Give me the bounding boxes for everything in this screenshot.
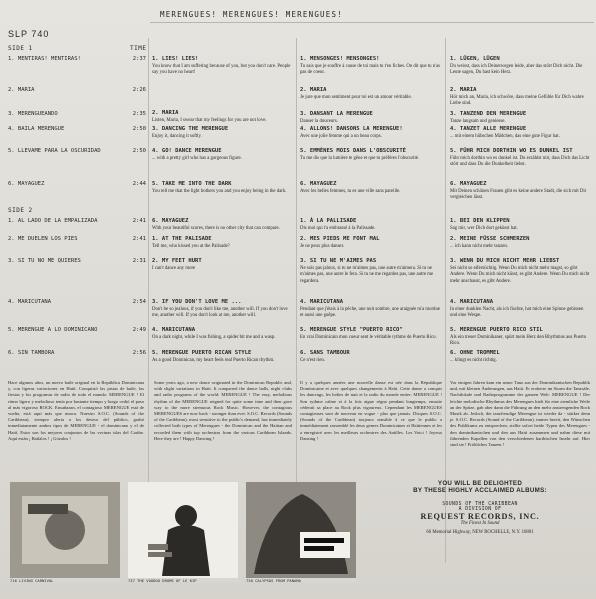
lyric-de-9: 3. WENN DU MICH NICHT MEHR LIEBST Sei nicht so eifersüchtig. Wenn Du mich nicht mehr magst, so gibt Andere. Wenn Du mich nicht küsst, es gibt Andere. Wenn Du mich nicht mehr anschaust, es gibt Andere. bbox=[450, 258, 590, 284]
lyric-fr-7: 1. À LA PALLISADE Dis moi qui t'a embrassé à la Palissade. bbox=[300, 218, 376, 231]
liner-notes-german: Vor einigen Jahren kam ein neuer Tanz aus der Dominikanischen Republik und, mit kleinen Änderungen, aus Haiti. Er eroberte im Sturm die Tanzsäle, Nachtlokale und Radioprogramme der ganzen Welt: MERENGUE ! Der leichte melodische Rhythmus des Merengues hielt für eine ziemliche Weile an der Spitze, gab aber dann die Führung an den mehr anstrengenden Rock Musik ab. Jedoch, der tanzfreudige Merengue ist wieder da - stärker denn je. S.O.C. Records (Sound of the Caribbean), immer bereit, den Wünschen des Publikums zu entsprechen, stellte sofort beide Typen des Merengues - den dominikanischen und den aus Haiti zusammen und nahm diese mit führenden Kapellen von den verschiedenen karibischen Inseln auf. Hier sind sie ! Fröhliches Tanzen ! bbox=[450, 380, 590, 448]
side-1-label: SIDE 1 bbox=[8, 45, 33, 52]
lyric-fr-8: 2. MES PIEDS ME FONT MAL Je ne peux plus danser. bbox=[300, 236, 380, 249]
track-row: 5. MERENGUE A LO DOMINICANO 2:49 bbox=[8, 327, 146, 333]
promo-line-4: A DIVISION OF bbox=[458, 507, 502, 512]
lyric-fr-4: 4. ALLONS! DANSONS LA MERENGUE! Avec une jolie femme qui a un beau corps. bbox=[300, 126, 403, 139]
liner-notes-spanish: Hace algunos años, un nuevo baile original en la República Dominicana y, con ligeras variaciones en Haití. Conquistó las pistas de baile, las fiestas y los programas de radio de todo el mundo: MERENGUE ! El ritmo ligero y melodioso tenía por bastante tiempo y luego cedió el paso al más vigoroso ROCK. Ensañazan, el contagioso MERENGUE está de vuelta, está aquí más que nunca. Nuestro S.O.C. (Sounds of the Caribbean), siempre alerta a los deseos del público, grabó inmediatamente ambos tipos de MERENGUE - el dominicano y el de Haití. Estos son los mejores conjuntos de las vecinas islas del Caribe. Aquí están ¡ Bailalos ! ¡ Gózalos ! bbox=[8, 380, 144, 441]
lyric-en-8: 2. MY FEET HURT I can't dance any more bbox=[152, 258, 202, 271]
lyric-fr-3: 3. DANSANT LA MERENGUE Danser la douceurs. bbox=[300, 111, 373, 124]
lyric-en-9: 3. IF YOU DON'T LOVE ME ... Don't be so jealous, if you don't like me, another will. If you don't love me, another will. If you don't look at me, another will. bbox=[152, 299, 288, 319]
lyric-fr-5: 5. EMMÈNES MOIS DANS L'OBSCURITÉ Tu me dis que la lumière te gêne et que tu préfères l'obscurité. bbox=[300, 148, 420, 161]
track-row: 4. MARICUTANA 2:54 bbox=[8, 299, 146, 305]
track-row: 4. BAILA MERENGUE 2:50 bbox=[8, 126, 146, 132]
lyric-de-11: 5. MERENGUE PUERTO RICO STIL Als ein treuer Dominikaner, spürt mein Herz den Rhythmus aus Puerto Rico. bbox=[450, 327, 587, 347]
promo-line-2: BY THESE HIGHLY ACCLAIMED ALBUMS: bbox=[413, 487, 547, 494]
lyric-en-1: 1. LIES! LIES! You know that I am suffering because of you, but you don't care. People say you have no heart! bbox=[152, 56, 291, 76]
track-row: 3. MERENGUEANDO 2:35 bbox=[8, 111, 146, 117]
track-row: 6. MAYAGUEZ 2:44 bbox=[8, 181, 146, 187]
lyric-de-3: 3. TANZEND DEN MERENGUE Tanze langsam und geniesse. bbox=[450, 111, 527, 124]
lyric-en-6: 6. MAYAGUEZ With your beautiful scores, there is no other city that can compare. bbox=[152, 218, 280, 231]
album-cover-art-1 bbox=[10, 482, 120, 582]
album-thumbnail-2 bbox=[128, 482, 238, 582]
album-cover-art-3 bbox=[246, 482, 356, 582]
track-row: 2. ME DUELEN LOS PIES 2:41 bbox=[8, 236, 146, 242]
track-row: 1. AL LADO DE LA EMPALIZADA 2:41 bbox=[8, 218, 146, 224]
lyric-de-12: 6. OHNE TROMMEL ... klingt es nicht richtig. bbox=[450, 350, 500, 363]
lyric-de-8: 2. MEINE FÜSSE SCHMERZEN ... ich kann nicht mehr tanzen. bbox=[450, 236, 530, 249]
lyric-en-4: 4. GO! DANCE MERENGUE ... with a pretty girl who has a gorgeous figure. bbox=[152, 148, 242, 161]
lyric-en-7: 1. AT THE PALISADE Tell me, who kissed you at the Palisade? bbox=[152, 236, 230, 249]
time-column-label: TIME bbox=[130, 45, 147, 52]
lyric-fr-1: 1. MENSONGES! MENSONGES! Tu sais que je souffre à cause de toi mais tu t'en fiches. On dit que tu n'as pas de coeur. bbox=[300, 56, 441, 76]
lyric-de-6: 6. MAYAGUEZ Mit Deinen schönen Frauen gibt es keine andere Stadt, die sich mit Dir vergleichen lässt. bbox=[450, 181, 587, 201]
liner-notes-english: Some years ago, a new dance originated in the Dominican Republic and, with slight variations in Haiti. It conquered the dance halls, night clubs and radio programs of the world: MERENGUE ! The easy, melodious rhythm of the MERENGUE reigned for quite some time and then gave way to the more strenuous Rock Music. However, the contagious MERENGUES are now back - stronger than ever. S.O.C. Records (Sounds of the Caribbean), most sensitive to the public's demand, has immediately collected both types of Merengues - the Dominican and the Haitian and recorded them with top orchestras from the various Caribbean Islands. Here they are ! Happy Dancing ! bbox=[154, 380, 292, 441]
lyric-en-2: 2. MARIA Listen, Maria, I swear that my feelings for you are not love. bbox=[152, 110, 267, 123]
lyric-fr-6: 6. MAYAGUEZ Avec les belles femmes, tu es une ville sans pareille. bbox=[300, 181, 401, 194]
lyric-de-7: 1. BEI DEN KLIPPEN Sag mir, wer Dich dort geküsst hat. bbox=[450, 218, 518, 231]
label-name: REQUEST RECORDS, INC. bbox=[420, 512, 540, 521]
lyric-fr-12: 6. SANS TAMBOUR Ce n'est rien. bbox=[300, 350, 350, 363]
lyric-de-4: 4. TANZET ALLE MERENGUE ... mit einem hübschen Mädchen, das eine gute Figur hat. bbox=[450, 126, 560, 139]
record-label-promo bbox=[370, 480, 590, 590]
lyric-de-10: 4. MARICUTANA In einer dunklen Nacht, als ich fischte, hat mich eine Spinne gebissen und eine Wespe. bbox=[450, 299, 584, 319]
track-row: 3. SI TU NO ME QUIERES 2:31 bbox=[8, 258, 146, 264]
promo-line-3: SOUNDS OF THE CARIBBEAN bbox=[442, 502, 518, 507]
side-2-label: SIDE 2 bbox=[8, 207, 33, 214]
lyric-fr-11: 5. MERENGUE STYLE "PUERTO RICO" En vrai Dominicain mon coeur sent le véritable rythme de Puerto Rico. bbox=[300, 327, 437, 340]
lyric-en-10: 4. MARICUTANA On a dark night, while I was fishing, a spider bit me and a wasp. bbox=[152, 327, 276, 340]
lyric-de-1: 1. LÜGEN, LÜGEN Du weisst, dass ich Deinetwegen leide, aber das stört Dich nicht. Die Leute sagen, Du hast kein Herz. bbox=[450, 56, 583, 76]
album-3-caption: 730 CALYPSOS FROM PANAMA bbox=[246, 578, 356, 582]
lyric-de-2: 2. MARIA Hör mich an, Maria, ich schwöre, dass meine Gefühle für Dich wahre Liebe sind. bbox=[450, 87, 584, 107]
track-row: 5. LLEVAME PARA LA OSCURIDAD 2:50 bbox=[8, 148, 146, 154]
lyric-en-5: 5. TAKE ME INTO THE DARK You tell me that the light bothers you and you enjoy being in the dark. bbox=[152, 181, 287, 194]
lyric-de-5: 5. FÜHR MICH DORTHIN WO ES DUNKEL IST Führ mich dorthin wo es dunkel ist. Du erzählst mir, dass Dich das Licht stört und dass Du die Dunkelheit liebst. bbox=[450, 148, 590, 168]
lyric-en-11: 5. MERENGUE PUERTO RICAN STYLE As a good Dominican, my heart feels real Puerto Rican rhythm. bbox=[152, 350, 275, 363]
lyric-fr-2: 2. MARIA Je jure que mon sentiment pour toi est un amour véritable. bbox=[300, 87, 412, 100]
album-thumbnail-1 bbox=[10, 482, 120, 582]
liner-notes-french: Il y a quelques années une nouvelle danse est née dans la République Dominicaine et avec quelques changements à Haïti. Cette danse a conquis les dancings, les boîtes de nuit et la radio du monde entier: MERENGUE ! Son rythme calme et à la fois aigue régna pendant longtemps, ensuite céderait sa place au Rock plus vigoureux. Cependant les MERENGUES contagieuses sont de nouveau en vogue - plus que jamais. Disques S.O.C. (Sounds of the Caribbean) toujours sensible à ce que le public a immédiatement rassemblé les deux genres Dominicaines et Haïtiennes et les a enregistré avec les meilleurs orchestres des Antilles. Les Voici ! Joyeux Dansing ! bbox=[300, 380, 442, 441]
label-tagline: The Finest In Sound bbox=[460, 521, 500, 526]
track-row: 1. MENTIRAS! MENTIRAS! 2:37 bbox=[8, 56, 146, 62]
lyric-fr-10: 4. MARICUTANA Pendant que j'étais à la pêche, une nuit sombre, une araignée m'a mordue et aussi une guêpe. bbox=[300, 299, 440, 319]
lyric-en-3: 3. DANCING THE MERENGUE Enjoy it, dancing it softly. bbox=[152, 126, 229, 139]
page-header: MERENGUES! MERENGUES! MERENGUES! bbox=[160, 10, 343, 19]
lyric-fr-9: 3. SI TU NE M'AIMES PAS Ne sois pas jaloux, si tu ne m'aimes pas, une autre m'aimera. Si tu ne m'aimes pas, une autre le fera. Si tu ne me regardes pas, une autre me regardera. bbox=[300, 258, 434, 284]
album-cover-art-2 bbox=[128, 482, 238, 582]
album-2-caption: 737 THE VOODOO DRUMS OF LE KIP bbox=[128, 578, 238, 582]
track-row: 6. SIN TAMBORA 2:56 bbox=[8, 350, 146, 356]
album-thumbnail-3 bbox=[246, 482, 356, 582]
track-row: 2. MARIA 2:26 bbox=[8, 87, 146, 93]
album-1-caption: 716 LIVING CARNIVAL bbox=[10, 578, 120, 582]
promo-line-1: YOU WILL BE DELIGHTED bbox=[437, 480, 523, 487]
catalog-number: SLP 740 bbox=[8, 29, 50, 39]
label-address: 66 Memorial Highway, NEW ROCHELLE, N.Y. 10801 bbox=[426, 530, 534, 535]
